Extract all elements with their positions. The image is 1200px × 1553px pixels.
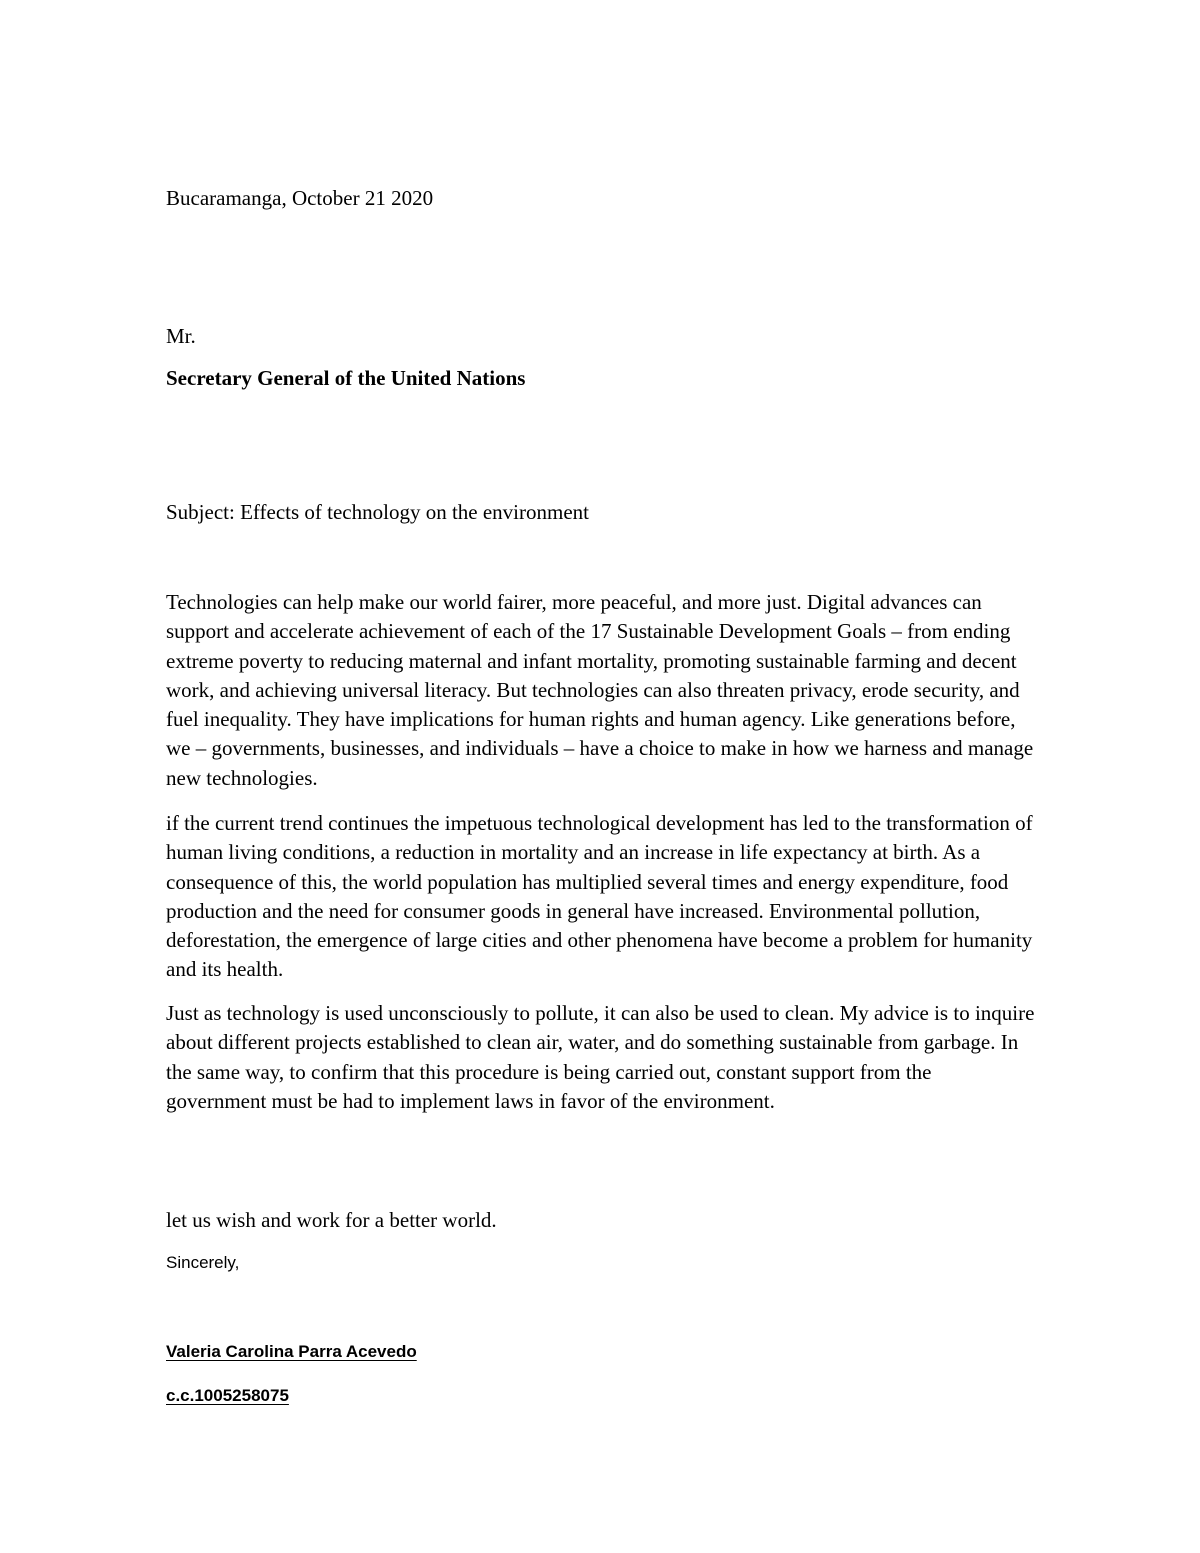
signature-name: Valeria Carolina Parra Acevedo	[166, 1342, 417, 1361]
body-paragraph-2: if the current trend continues the impetuous technological development has led to the transformation of human living conditions, a reduction in mortality and an increase in life expectancy at birth. As a consequence of this, the world population has multiplied several times and energy expenditure, food production and the need for consumer goods in general have increased. Environmental pollution, deforestation, the emergence of large cities and other phenomena have become a problem for humanity and its health.	[166, 811, 1033, 982]
salutation: Mr.	[166, 324, 196, 348]
recipient-title: Secretary General of the United Nations	[166, 366, 526, 390]
subject-line: Subject: Effects of technology on the environment	[166, 500, 590, 524]
date-line: Bucaramanga, October 21 2020	[166, 186, 434, 210]
body-paragraph-3: Just as technology is used unconsciously to pollute, it can also be used to clean. My advice is to inquire about different projects established to clean air, water, and do something sustainable from garbage. In the same way, to confirm that this procedure is being carried out, constant support from the government must be had to implement laws in favor of the environment.	[166, 1001, 1035, 1113]
signature-id: c.c.1005258075	[166, 1386, 289, 1405]
sign-off: Sincerely,	[166, 1253, 240, 1272]
body-paragraph-1: Technologies can help make our world fairer, more peaceful, and more just. Digital advances can support and accelerate achievement of each of the 17 Sustainable Development Goals – from ending extreme poverty to reducing maternal and infant mortality, promoting sustainable farming and decent work, and achieving universal literacy. But technologies can also threaten privacy, erode security, and fuel inequality. They have implications for human rights and human agency. Like generations before, we – governments, businesses, and individuals – have a choice to make in how we harness and manage new technologies.	[166, 590, 1034, 790]
closing-line: let us wish and work for a better world.	[166, 1208, 497, 1232]
